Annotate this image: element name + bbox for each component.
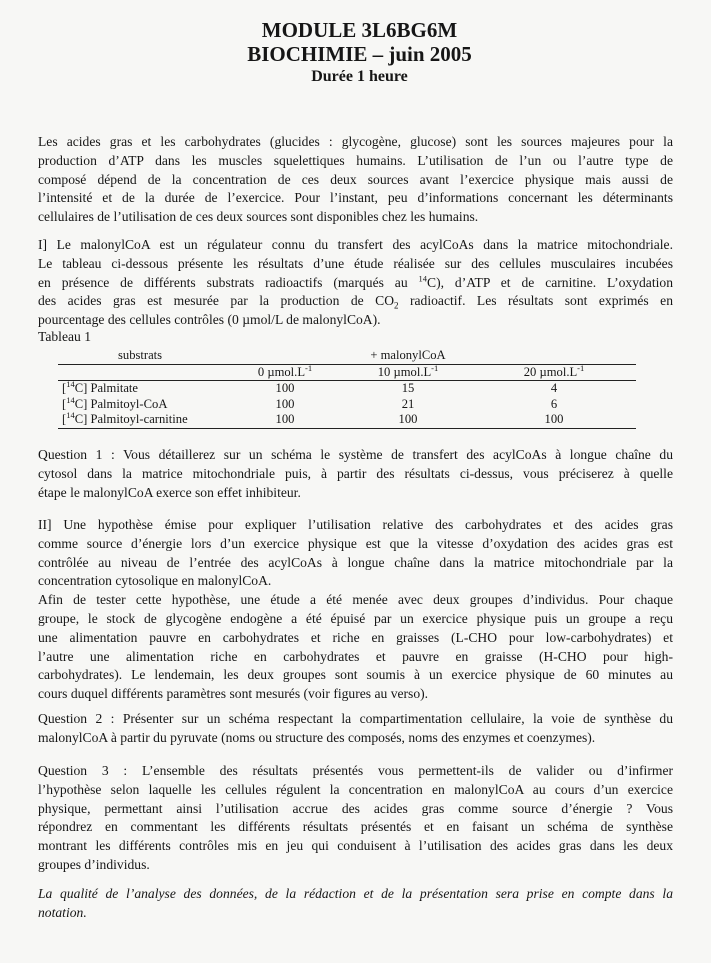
substrate-name: [$^{14}$C] Palmitate — [62, 378, 139, 395]
table-units-row — [58, 364, 636, 380]
table-cell: 4 — [550, 381, 558, 395]
text-fragment: C), d’ATP et de carnitine. L’oxydation — [427, 274, 673, 290]
text-fragment: des acides gras est mesurée par la production de CO — [38, 293, 395, 309]
exam-duration: Durée 1 heure — [311, 68, 408, 85]
text-line: groupes d’individus. — [38, 856, 150, 872]
table-row — [58, 397, 636, 413]
intro-paragraph — [38, 133, 673, 227]
column-header-malonylcoa: + malonylCoA — [344, 348, 472, 364]
text-line — [38, 292, 673, 311]
text-line: cytosol dans la matrice mitochondriale puis, à partir des résultats ci-dessus, vous préciserez à quelle — [38, 465, 673, 481]
text-line: notation. — [38, 904, 87, 920]
text-line: concentration cytosolique en malonylCoA. — [38, 573, 272, 589]
text-line: physique, permettant ainsi l’utilisation accrue des acides gras comme source d’énergie ? Vous — [38, 800, 673, 816]
text-line: production d’ATP dans les muscles squelettiques humains. L’utilisation de l’un ou l’autre type de — [38, 152, 673, 168]
text-line: La qualité de l’analyse des données, de la rédaction et de la présentation sera prise en compte dans la — [38, 886, 673, 901]
concentration-header: 20 $\mu mol.L^{-1}$ — [523, 362, 585, 379]
table-row — [58, 381, 636, 397]
text-line: carbohydrates). Le lendemain, les deux groupes sont soumis à un exercice physique de 60 minutes au — [38, 667, 673, 683]
text-line: I] Le malonylCoA est un régulateur connu du transfert des acylCoAs dans la matrice mitochondriale. — [38, 237, 673, 252]
text-line — [38, 274, 673, 293]
text-line: cellulaires de l’utilisation de ces deux sources sont disponibles chez les humains. — [38, 209, 479, 225]
text-line: pourcentage des cellules contrôles (0 µmol/L de malonylCoA). — [38, 312, 381, 328]
text-fragment: en présence de différents substrats radioactifs (marqués au — [38, 274, 419, 290]
text-line: cours duquel différents paramètres sont mesurés (voir figures au verso). — [38, 686, 429, 702]
text-line: Afin de tester cette hypothèse, une étude a été menée avec deux groupes d’individus. Pour chaque — [38, 592, 673, 608]
grading-note — [38, 885, 673, 923]
substrate-name: [$^{14}$C] Palmitoyl-carnitine — [58, 412, 226, 428]
table-cell: 100 — [344, 412, 472, 428]
exam-title: BIOCHIMIE – juin 2005 — [247, 42, 472, 66]
text-line: malonylCoA à partir du pyruvate (noms ou structure des composés, noms des enzymes et coenzymes). — [38, 729, 596, 745]
table-cell: 100 — [275, 396, 295, 411]
table-caption: Tableau 1 — [38, 329, 92, 344]
question-1 — [38, 446, 673, 502]
table-header-row — [58, 348, 636, 364]
text-line: Le tableau ci-dessous présente les résultats d’une étude réalisée sur des cellules musculaires incubées — [38, 255, 673, 271]
question-3 — [38, 762, 673, 875]
part2-paragraph — [38, 516, 673, 704]
text-line: Question 2 : Présenter sur un schéma respectant la compartimentation cellulaire, la voie de synthèse du — [38, 711, 673, 726]
substrate-name: [$^{14}$C] Palmitoyl-CoA — [62, 394, 168, 411]
text-fragment: radioactif. Les résultats sont exprimés en — [398, 293, 674, 309]
text-line: étape le malonylCoA exerce son effet inhibiteur. — [38, 484, 301, 500]
text-line: l’hypothèse selon laquelle les cellules régulent la concentration en malonylCoA au cours d’un exercice — [38, 781, 673, 797]
text-line: contrôlée au niveau de l’entrée des acylCoAs à longue chaîne dans la matrice mitochondriale par la — [38, 554, 673, 570]
exam-header — [0, 18, 711, 87]
text-line: une alimentation pauvre en carbohydrates et riche en graisses (L-CHO pour low-carbohydrates) et — [38, 629, 673, 645]
text-line: répondrez en commentant les différents résultats présentés et en faisant un schéma de synthèse — [38, 819, 673, 835]
results-table — [58, 348, 636, 429]
text-line: Les acides gras et les carbohydrates (glucides : glycogène, glucose) sont les sources majeures pour la — [38, 134, 673, 149]
text-line: comme source d’énergie lors d’un exercice physique est que la vitesse d’oxydation des acides gras est — [38, 535, 673, 551]
table-cell: 100 — [472, 412, 636, 428]
table-cell: 6 — [550, 396, 558, 411]
isotope-superscript: 14 — [418, 273, 428, 284]
table-cell: 15 — [401, 381, 415, 395]
module-code: MODULE 3L6BG6M — [261, 18, 458, 42]
table-cell: 100 — [275, 381, 295, 395]
concentration-header: 10 $\mu mol.L^{-1}$ — [377, 362, 439, 379]
table-cell: 100 — [226, 412, 344, 428]
concentration-header: 0 $\mu mol.L^{-1}$ — [257, 362, 313, 379]
text-line: groupe, le stock de glycogène endogène a été épuisé par un exercice physique puis un groupe a reçu — [38, 610, 673, 626]
text-line: l’intensité et de la durée de l’exercice. Pour l’instant, peu d’informations concernant les déterminants — [38, 190, 673, 206]
table-cell: 21 — [401, 396, 415, 411]
table-row — [58, 412, 636, 428]
text-line: l’autre une alimentation riche en carbohydrates et pauvre en graisse (H-CHO pour high- — [38, 648, 673, 664]
text-line: Question 3 : L’ensemble des résultats présentés vous permettent-ils de valider ou d’infirmer — [38, 763, 673, 778]
column-header-substrats: substrats — [58, 348, 226, 364]
part1-paragraph — [38, 236, 673, 330]
subscript: 2 — [394, 301, 399, 312]
text-line: II] Une hypothèse émise pour expliquer l’utilisation relative des carbohydrates et des acides gras — [38, 517, 673, 532]
question-2 — [38, 710, 673, 748]
text-line: montrant les différents contrôles mis en jeu qui conduisent à l’utilisation des acides gras dans les deux — [38, 838, 673, 854]
text-line: composé dépend de la concentration de ces deux sources avant l’exercice physique mais aussi de — [38, 171, 673, 187]
text-line: Question 1 : Vous détaillerez sur un schéma le système de transfert des acylCoAs à longue chaîne du — [38, 447, 673, 462]
